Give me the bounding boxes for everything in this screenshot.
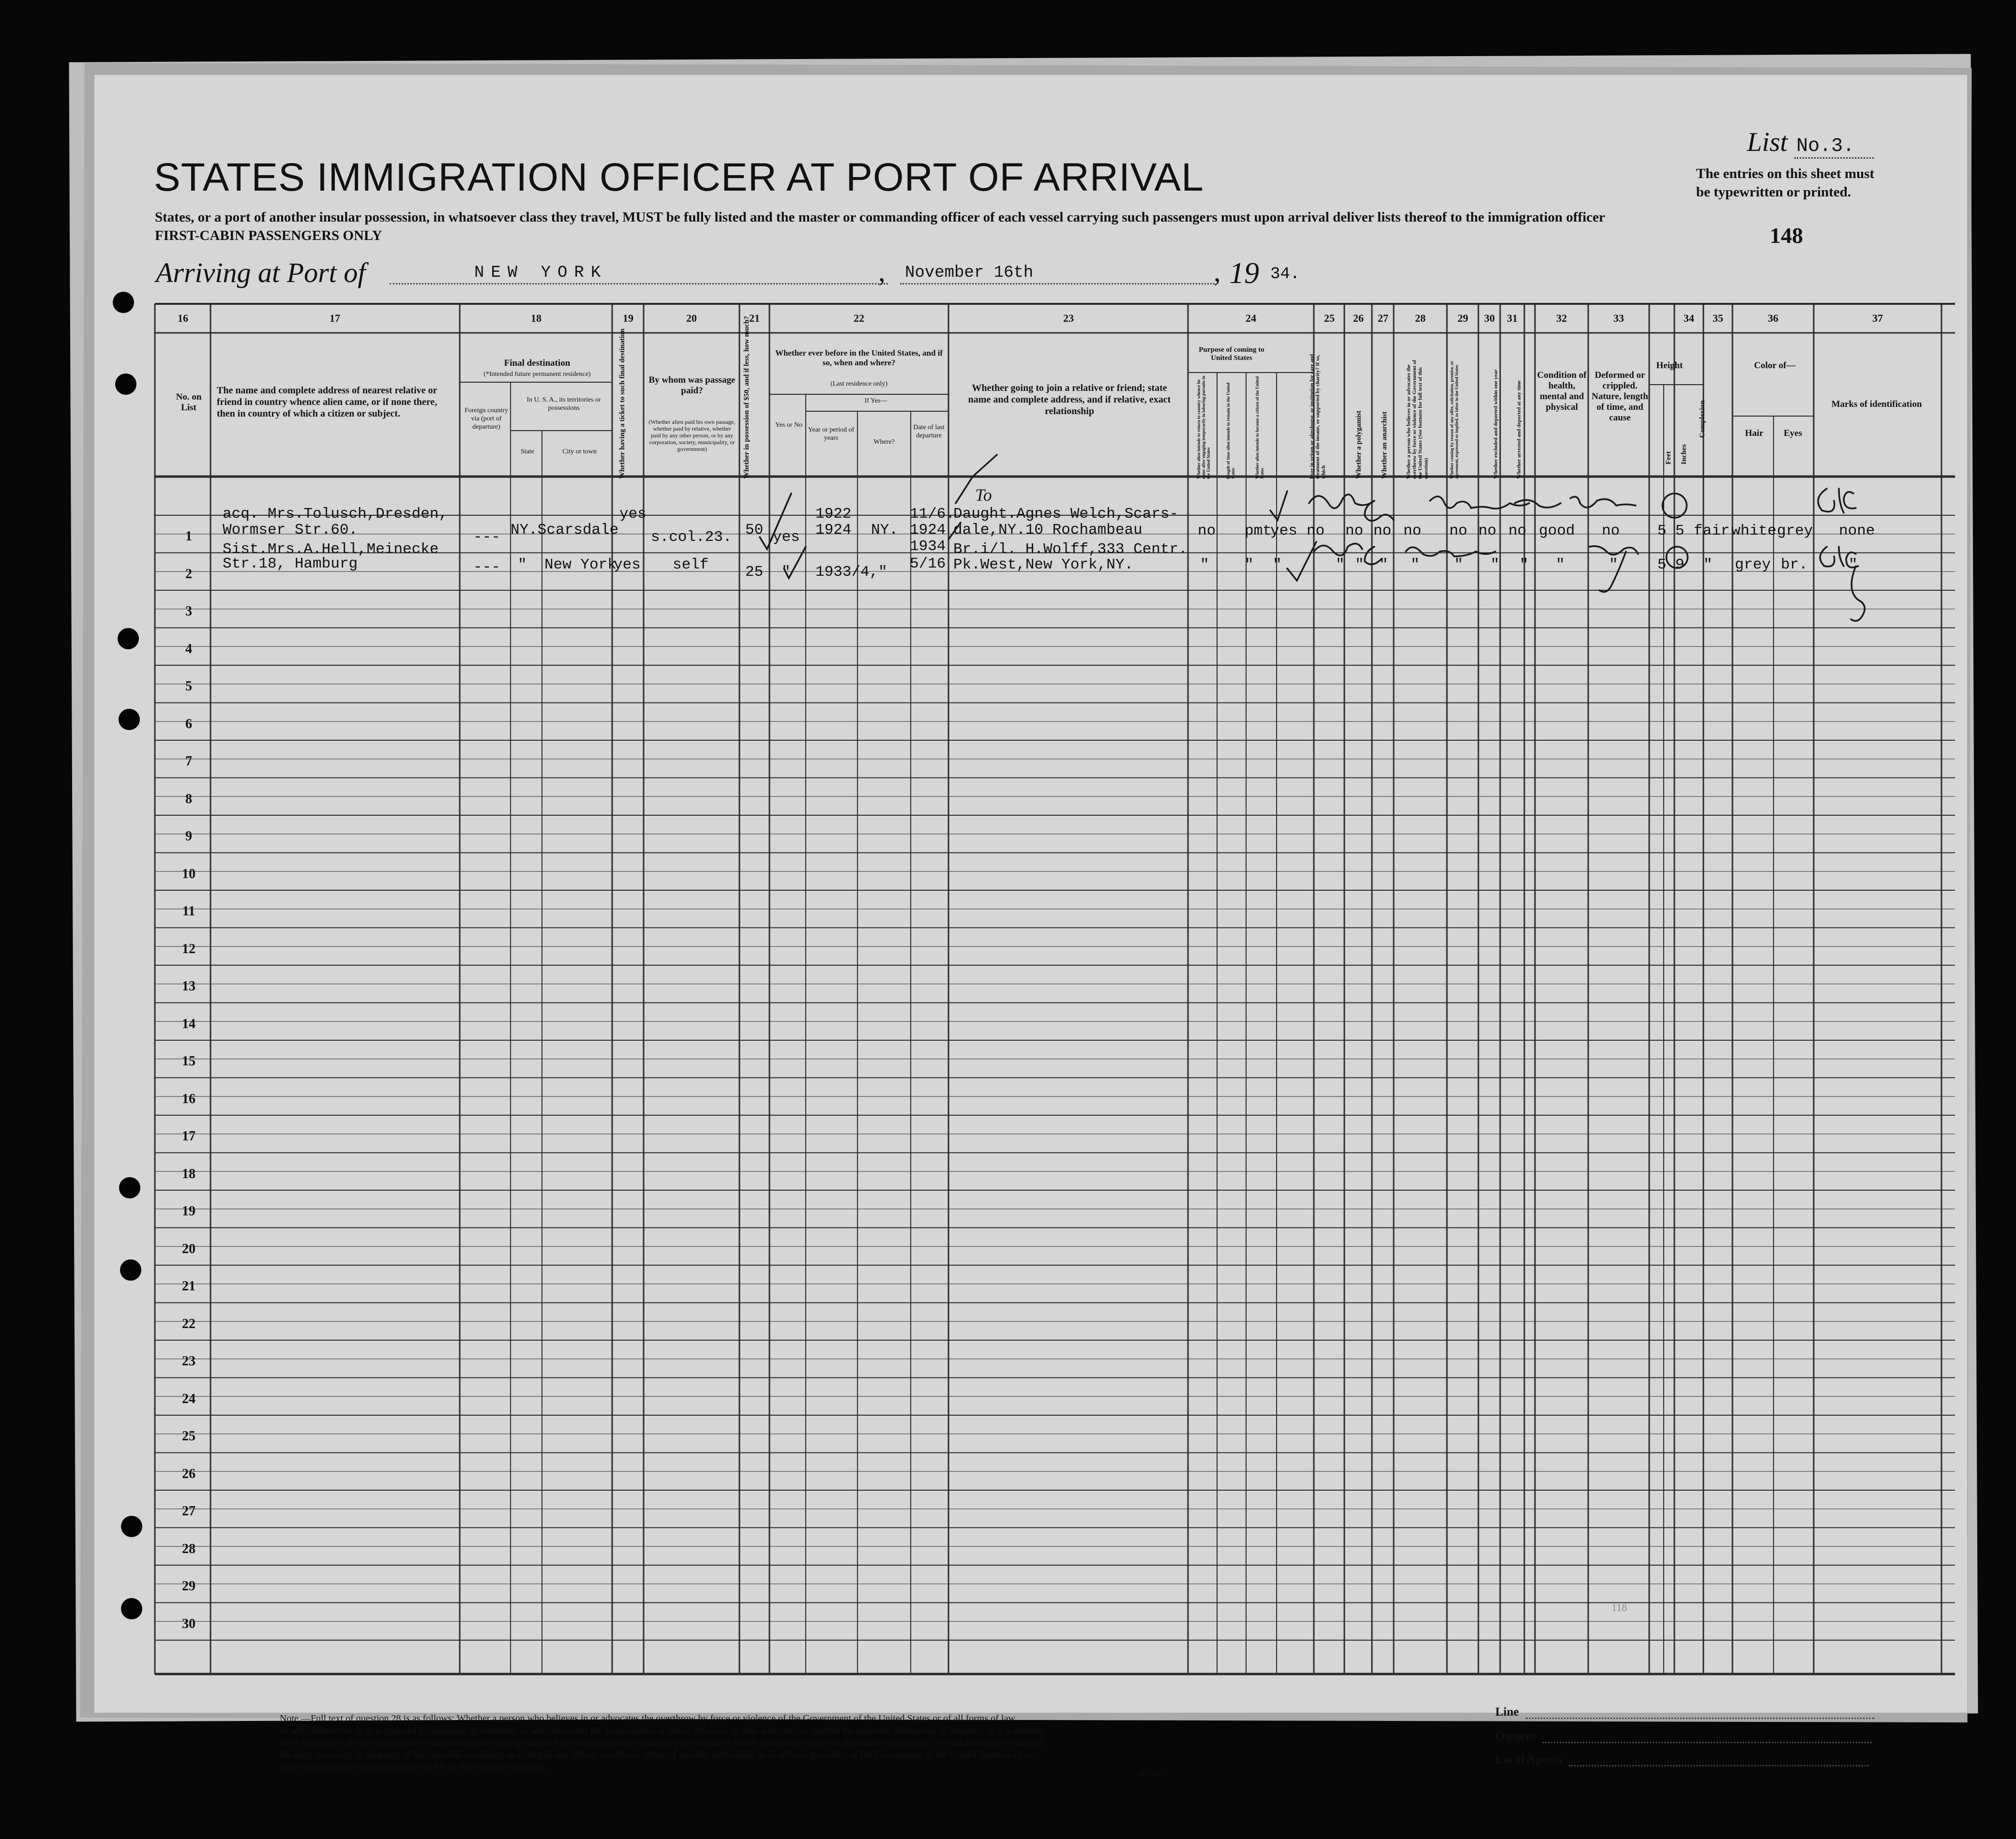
faint-stamp: 118 (1611, 1601, 1627, 1614)
r2-foreign-country: --- (473, 559, 500, 576)
column-number: 21 (749, 312, 760, 324)
header-ever-before-us: Whether ever before in the United States, and if so, when and where? (775, 348, 943, 367)
header-marks-identification: Marks of identification (1831, 399, 1922, 409)
header-foreign-country: Foreign country via (port of departure) (465, 407, 508, 431)
r2-joining-line2: Pk.West,New York,NY. (953, 556, 1134, 573)
row-number: 23 (182, 1354, 196, 1369)
header-state: State (521, 448, 534, 455)
row-number: 12 (182, 941, 196, 957)
r2-where: " (878, 564, 888, 581)
form-number: 14—490 (1138, 1771, 1162, 1778)
header-polygamist: Whether a polygamist (1355, 410, 1363, 479)
row-number: 1 (185, 529, 192, 544)
r1-arrested: no (1508, 523, 1527, 539)
r1-ticket: yes (619, 506, 647, 523)
sheet-number: 148 (1770, 223, 1803, 248)
r2-relative-line1: Sist.Mrs.A.Hell,Meinecke (223, 541, 439, 558)
column-number: 30 (1484, 312, 1495, 324)
r1-purpose-return: no (1198, 523, 1216, 539)
row-number: 8 (185, 791, 192, 807)
row-number: 2 (185, 566, 192, 582)
header-complexion: Complexion (1699, 400, 1706, 438)
column-number: 33 (1613, 312, 1624, 324)
header-city: City or town (562, 448, 597, 455)
column-number: 34 (1684, 312, 1694, 324)
row-number: 17 (182, 1129, 196, 1144)
r2-height-inches: 9 (1675, 556, 1685, 573)
r2-labor-offer: " (1454, 556, 1463, 573)
row-number: 14 (182, 1016, 196, 1032)
r2-ticket: yes (614, 556, 641, 573)
column-number: 25 (1324, 312, 1335, 324)
signature-line (1495, 1705, 1874, 1719)
header-feet: Feet (1665, 451, 1672, 464)
column-number: 24 (1246, 312, 1256, 324)
signature-owners (1495, 1730, 1872, 1743)
r1-relative-line1: acq. Mrs.Tolusch,Dresden, (223, 506, 448, 523)
row-number: 27 (182, 1504, 196, 1519)
r1-passage: s.col.23. (651, 529, 732, 546)
r1-hair: white (1731, 523, 1777, 539)
typewritten-note-line: The entries on this sheet must (1696, 166, 1875, 181)
r1-money: 50 (745, 522, 764, 538)
column-number: 20 (686, 312, 697, 324)
r1-date-a: 11/6. (910, 506, 955, 523)
row-number: 29 (182, 1579, 196, 1594)
r2-purpose-citizen: " (1273, 556, 1282, 573)
header-in-usa: In U. S. A., its territories or possessions (527, 396, 601, 412)
header-final-destination: Final destination (504, 358, 571, 368)
r1-height-inches: 5 (1675, 523, 1685, 539)
row-number: 4 (185, 641, 192, 657)
row-number: 3 (185, 604, 192, 619)
r1-polygamist: no (1345, 523, 1364, 539)
r1-anarchist: no (1373, 523, 1392, 539)
row-number: 24 (182, 1391, 196, 1406)
arriving-label: Arriving at Port of (156, 257, 366, 288)
header-joining-relative: Whether going to join a relative or friend; state name and complete address, and if relative, exact relationship (968, 383, 1171, 417)
row-number: 13 (182, 979, 196, 994)
r1-ever-before: yes (773, 529, 800, 546)
r2-ever-before: " (782, 564, 791, 581)
column-number: 32 (1556, 312, 1567, 324)
handwritten-to: To (975, 485, 992, 505)
r2-purpose-return: " (1200, 556, 1209, 573)
row-number: 28 (182, 1541, 196, 1556)
r2-eyes: br. (1781, 556, 1808, 573)
header-deformed: Deformed or crippled. Nature, length of time, and cause (1592, 370, 1648, 423)
footnote-line: of or affiliated with any organization entertaining and teaching disbelief in or opposition to organized government or which teaches the unlawful destruction of property, or who advocates or teaches (280, 1737, 1044, 1748)
r2-complexion: " (1703, 556, 1713, 573)
row-number: 25 (182, 1429, 196, 1444)
header-purpose-citizen: Whether alien intends to become a citizen of the United States (1255, 376, 1264, 479)
header-passage-paid: By whom was passage paid? (648, 375, 736, 396)
agents-label: Local Agents (1495, 1753, 1563, 1766)
r1-purpose-length: pmt (1245, 523, 1272, 539)
header-where: Where? (873, 438, 895, 446)
r1-year-a: 1922 (815, 506, 852, 523)
header-yes-or-no: Yes or No (775, 421, 803, 429)
row-number: 30 (182, 1616, 196, 1631)
row-number: 18 (182, 1166, 196, 1181)
row-number: 16 (182, 1091, 196, 1106)
r1-year-b: 1924 (815, 522, 852, 538)
header-passage-paid-sub: (Whether alien paid his own passage, whether paid by relative, whether paid by any other person, or by any corporation, society, municipality, or government) (648, 419, 736, 452)
header-anarchist: Whether an anarchist (1381, 411, 1388, 479)
form-title: STATES IMMIGRATION OFFICER AT PORT OF ARRIVAL (154, 155, 1204, 199)
r1-where: NY. (871, 522, 898, 538)
column-number: 37 (1872, 312, 1883, 324)
header-purpose-return: Whether alien intends to return to country whence he came after engaging temporarily in laboring pursuits in the United States (1196, 375, 1211, 479)
year-prefix: 19 (1229, 257, 1259, 290)
r2-hair: grey (1735, 556, 1771, 573)
header-date-last-departure: Date of last departure (913, 424, 945, 439)
header-health: Condition of health, mental and physical (1537, 370, 1587, 412)
column-number: 35 (1713, 312, 1723, 324)
row-number: 15 (182, 1054, 196, 1069)
column-number: 27 (1378, 312, 1388, 324)
instruction-line: States, or a port of another insular possession, in whatsoever class they travel, MUST be fully listed and the master or commanding officer of each vessel carrying such passengers must upon arrival deliver lists thereof to the immigration officer (155, 209, 1605, 225)
r2-excluded: " (1490, 556, 1500, 573)
r1-labor-offer: no (1449, 523, 1468, 539)
column-number: 18 (531, 312, 542, 324)
r2-date-a: 1934 (910, 538, 946, 555)
instruction-class: FIRST-CABIN PASSENGERS ONLY (155, 228, 382, 243)
column-number: 29 (1458, 312, 1468, 324)
header-purpose: Purpose of coming to United States (1199, 346, 1264, 362)
header-hair: Hair (1745, 428, 1763, 438)
footnote (280, 1713, 1044, 1773)
footnote-line: Note.—Full text of question 28 is as follows: Whether a person who believes in or advocates the overthrow by force or violence of the Government of the United States or of all forms of law, (280, 1713, 1017, 1724)
row-number: 11 (182, 904, 196, 919)
row-number: 6 (185, 716, 192, 732)
r1-purpose-citizen: yes (1270, 523, 1297, 539)
r2-relative-line2: Str.18, Hamburg (223, 555, 358, 572)
r1-health: good (1539, 523, 1575, 539)
header-arrested: Whether arrested and deported at any time (1516, 380, 1522, 479)
r2-height-feet: 5 (1657, 556, 1667, 573)
row-number: 9 (185, 829, 192, 844)
header-final-destination-sub: (*Intended future permanent residence) (483, 371, 591, 378)
r2-arrested: " (1520, 556, 1529, 573)
r1-joining-line1: Daught.Agnes Welch,Scars- (953, 506, 1179, 523)
footnote-line: or who disbelieves in or is opposed to organized government, or who advocates the assassination of public officials, or who advocates or teaches the unlawful destruction of property, or is a member (280, 1725, 1044, 1736)
r2-prison: " (1336, 556, 1345, 573)
column-number: 28 (1415, 312, 1426, 324)
r1-excluded: no (1478, 523, 1497, 539)
header-purpose-length: Length of time alien intends to remain in the United States (1226, 382, 1235, 479)
r2-purpose-length: " (1245, 556, 1254, 573)
footnote-line: other organized government because of his or their official character. (280, 1762, 547, 1772)
header-ticket: Whether having a ticket to such final destination (618, 329, 626, 479)
r2-anarchist: " (1379, 556, 1388, 573)
arrival-port: NEW YORK (474, 264, 608, 282)
r2-health: " (1556, 556, 1565, 573)
owners-label: Owners (1495, 1730, 1536, 1743)
r1-overthrow: no (1403, 523, 1422, 539)
r1-height-feet: 5 (1657, 523, 1667, 539)
header-inches: Inches (1680, 444, 1688, 464)
header-overthrow: Whether a person who believes in or advocates the overthrow by force or violence of the Government of the United States (See footnote for full text of this question) (1406, 359, 1429, 479)
header-height: Height (1656, 360, 1683, 371)
column-number: 23 (1063, 312, 1074, 324)
row-number: 21 (182, 1279, 196, 1294)
row-number: 26 (182, 1466, 196, 1481)
r1-joining-line2: dale,NY.10 Rochambeau (953, 522, 1143, 538)
header-eyes: Eyes (1784, 428, 1802, 438)
row-number: 10 (182, 866, 196, 882)
header-nearest-relative: The name and complete address of nearest relative or friend in country whence alien came, or if none there, then in country of which a citizen or subject. (217, 385, 437, 419)
r1-date-b: 1924 (910, 522, 946, 538)
row-number: 5 (185, 679, 192, 694)
row-number: 19 (182, 1204, 196, 1219)
r1-relative-line2: Wormser Str.60. (223, 522, 358, 538)
column-number: 16 (178, 312, 188, 324)
r1-state-city: NY.Scarsdale (511, 522, 619, 538)
list-label: List (1747, 127, 1788, 157)
column-number: 31 (1507, 312, 1518, 324)
row-number: 7 (185, 754, 192, 769)
footnote-line: the duty, necessity, or propriety of the unlawful assaulting or killing of any officer or officers, either of specific individuals or of officers generally, of the Government of the United States or of any (280, 1749, 1039, 1760)
column-number: 17 (330, 312, 340, 324)
header-possession-50: Whether in possession of $50, and if less, how much? (743, 316, 751, 479)
r1-prison: no (1307, 523, 1325, 539)
r2-state: " (518, 556, 527, 573)
list-number-value: No.3. (1794, 135, 1874, 159)
column-number: 26 (1353, 312, 1364, 324)
r2-deformed: " (1609, 556, 1618, 573)
r2-marks: " (1849, 556, 1858, 573)
r1-foreign-country: --- (473, 529, 500, 546)
r2-money: 25 (745, 564, 764, 581)
header-no-on-list: No. on List (176, 392, 202, 413)
signature-agents (1495, 1753, 1869, 1766)
column-number: 22 (854, 312, 864, 324)
typewritten-note-line: be typewritten or printed. (1696, 184, 1851, 200)
header-color-of: Color of— (1754, 360, 1796, 371)
row-number: 20 (182, 1241, 196, 1256)
r1-deformed: no (1602, 523, 1620, 539)
r1-complexion: fair (1694, 523, 1730, 539)
r2-date-b: 5/16 (910, 555, 946, 572)
r2-joining-line1: Br.i/l. H.Wolff,333 Centr. (953, 541, 1188, 558)
r2-overthrow: " (1411, 556, 1420, 573)
header-last-residence: (Last residence only) (830, 380, 888, 388)
row-number: 22 (182, 1316, 196, 1331)
r2-passage: self (673, 556, 709, 573)
r1-eyes: grey (1777, 523, 1813, 539)
year-suffix: 34. (1270, 265, 1300, 284)
r2-city: New York (544, 556, 617, 573)
header-excluded: Whether excluded and deported within one year (1493, 369, 1499, 479)
arrival-date: November 16th (905, 264, 1034, 282)
r2-year: 1933/4, (815, 564, 879, 581)
line-label: Line (1495, 1705, 1519, 1719)
column-number: 36 (1768, 312, 1778, 324)
header-if-yes: If Yes— (864, 397, 888, 404)
r1-marks: none (1839, 523, 1875, 539)
column-number: 19 (623, 312, 633, 324)
header-labor-offer: Whether coming by reason of any offer, solicitation, promise, or agreement, expressed or implied, to labor in the United States (1449, 361, 1459, 479)
r2-polygamist: " (1355, 556, 1364, 573)
header-prison: Ever in prison or almshouse, or institution for care and treatment of the insane, or supported by charity? If so, which (1309, 354, 1326, 479)
header-year-period: Year or period of years (808, 426, 855, 442)
